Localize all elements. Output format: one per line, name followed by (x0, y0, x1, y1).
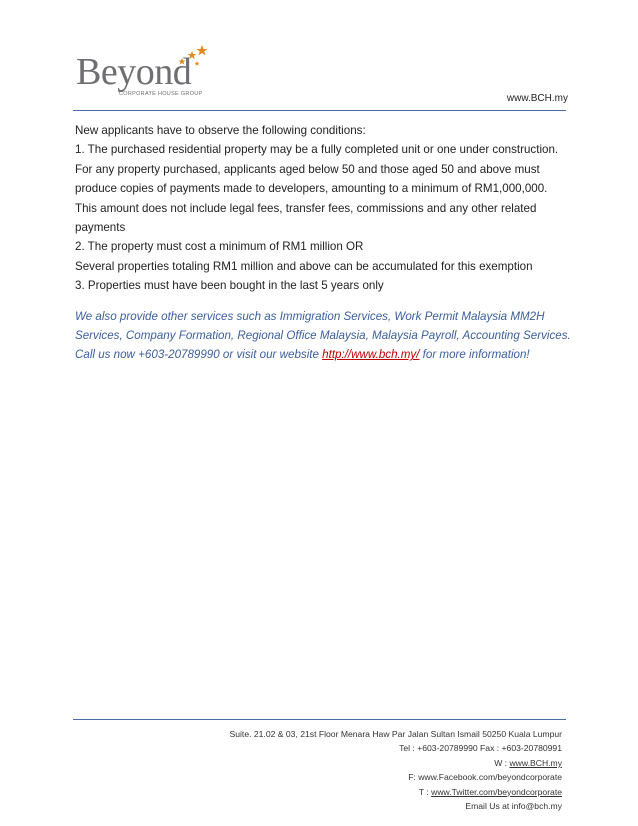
company-logo (76, 44, 216, 102)
intro-text: New applicants have to observe the following conditions: (75, 124, 366, 137)
cta-suffix: for more information! (419, 348, 530, 362)
footer-facebook: F: www.Facebook.com/beyondcorporate (408, 772, 562, 783)
condition-1-line: 1. The purchased residential property may be a fully completed unit or one under construction. (75, 143, 559, 157)
footer-twitter-prefix: T : (418, 786, 432, 797)
logo-wordmark: Beyond (76, 51, 192, 93)
footer-twitter-link[interactable]: www.Twitter.com/beyondcorporate (431, 786, 562, 797)
condition-1-line: produce copies of payments made to developers, amounting to a minimum of RM1,000,000. (75, 182, 548, 196)
paragraph-spacer (75, 296, 575, 307)
condition-1-line: This amount does not include legal fees, transfer fees, commissions and any other related (75, 201, 537, 215)
logo-tagline: CORPORATE HOUSE GROUP (119, 91, 203, 97)
footer-web-prefix: W : (494, 757, 510, 768)
footer-web-link[interactable]: www.BCH.my (509, 757, 562, 768)
website-link[interactable]: http://www.bch.my/ (322, 348, 420, 362)
footer-divider (73, 719, 566, 720)
cta-prefix: Call us now +603-20789990 or visit our website (75, 348, 323, 362)
services-line: We also provide other services such as Immigration Services, Work Permit Malaysia MM2H (75, 309, 545, 323)
main-content (75, 121, 575, 365)
services-line: Services, Company Formation, Regional Office Malaysia, Malaysia Payroll, Accounting Services. (75, 329, 571, 343)
condition-2-line: Several properties totaling RM1 million and above can be accumulated for this exemption (75, 259, 533, 273)
header-divider (73, 110, 566, 111)
condition-1-line: For any property purchased, applicants aged below 50 and those aged 50 and above must (75, 162, 540, 176)
footer-contact (230, 727, 562, 813)
footer-web (230, 756, 562, 770)
call-to-action (75, 345, 575, 364)
condition-1-line: payments (75, 221, 126, 235)
header-website: www.BCH.my (506, 93, 568, 104)
footer-phone: Tel : +603-20789990 Fax : +603-20780991 (399, 743, 562, 754)
footer-address: Suite. 21.02 & 03, 21st Floor Menara Haw Par Jalan Sultan Ismail 50250 Kuala Lumpur (229, 729, 562, 739)
footer-twitter (230, 785, 562, 799)
footer-email: Email Us at info@bch.my (465, 801, 562, 812)
condition-2-line: 2. The property must cost a minimum of RM1 million OR (75, 240, 364, 254)
condition-3-line: 3. Properties must have been bought in the last 5 years only (75, 279, 384, 293)
